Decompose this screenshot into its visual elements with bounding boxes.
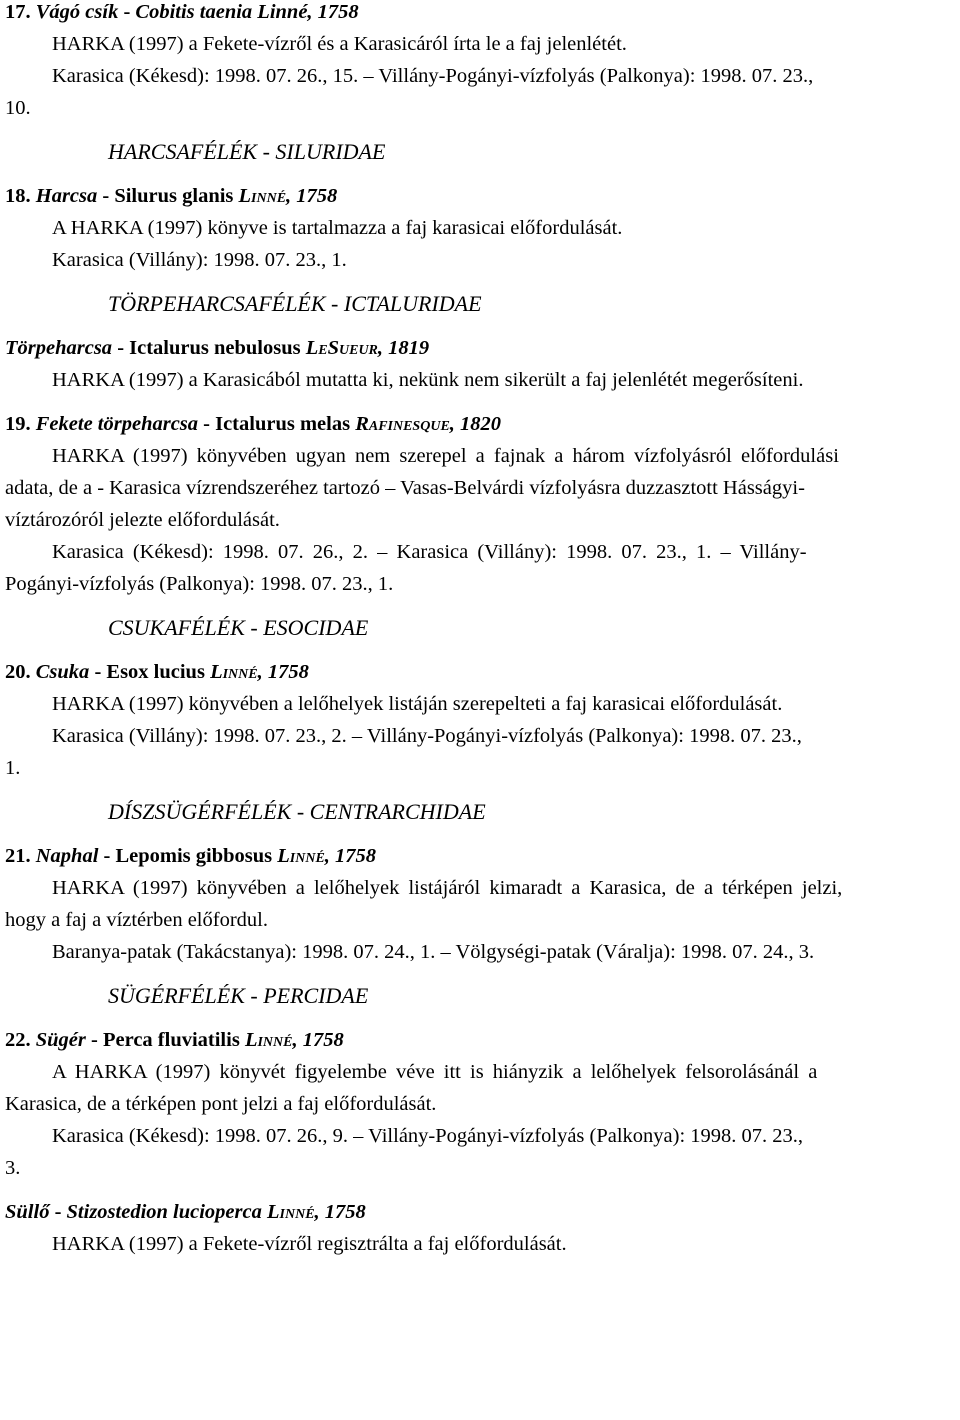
entry-21-text-1: HARKA (1997) könyvében a lelőhelyek listájáról kimaradt a Karasica, de a térképen jelzi, <box>52 877 843 899</box>
entry-22-heading <box>5 1024 957 1056</box>
document-page <box>5 0 957 1260</box>
entry-22-localities: Karasica (Kékesd): 1998. 07. 26., 9. – Villány-Pogányi-vízfolyás (Palkonya): 1998. 07. 23., <box>52 1125 804 1147</box>
author: Rafinesque, 1820 <box>355 413 502 435</box>
entry-17-localities: Karasica (Kékesd): 1998. 07. 26., 15. – Villány-Pogányi-vízfolyás (Palkonya): 1998. 07. 23., <box>52 65 814 87</box>
common-name: Naphal <box>35 845 99 867</box>
common-name: Vágó csík <box>35 1 119 23</box>
entry-18-text: A HARKA (1997) könyve is tartalmazza a faj karasicai előfordulását. <box>52 217 623 239</box>
entry-20-text: HARKA (1997) könyvében a lelőhelyek listáján szerepelteti a faj karasicai előfordulását. <box>52 693 783 715</box>
latin-name: Esox lucius <box>106 661 211 683</box>
entry-22-text-1: A HARKA (1997) könyvét figyelembe véve itt is hiányzik a lelőhelyek felsorolásánál a <box>52 1061 818 1083</box>
author: Linné, 1758 <box>257 1 359 23</box>
common-name: Csuka <box>35 661 90 683</box>
entry-18-heading <box>5 180 957 212</box>
entry-20-localities: Karasica (Villány): 1998. 07. 23., 2. – Villány-Pogányi-vízfolyás (Palkonya): 1998. 07. 23., <box>52 725 802 747</box>
author: LeSueur, 1819 <box>305 337 430 359</box>
family-heading-ictaluridae: TÖRPEHARCSAFÉLÉK - ICTALURIDAE <box>108 291 482 316</box>
entry-torpeharcsa-heading <box>5 332 957 364</box>
latin-name: Ictalurus melas <box>215 413 356 435</box>
author: Linné, 1758 <box>210 661 309 683</box>
separator: - <box>49 1201 67 1223</box>
entry-21-localities: Baranya-patak (Takácstanya): 1998. 07. 24., 1. – Völgységi-patak (Váralja): 1998. 07. 24., 3. <box>52 941 815 963</box>
entry-19-text-2: adata, de a - Karasica vízrendszeréhez tartozó – Vasas-Belvárdi vízfolyásra duzzasztott Hásságyi- <box>5 477 805 499</box>
entry-21-heading <box>5 840 957 872</box>
latin-name: Perca fluviatilis <box>102 1029 245 1051</box>
separator: - <box>85 1029 103 1051</box>
separator: - <box>98 845 116 867</box>
entry-19-heading <box>5 408 957 440</box>
entry-22-text-2: Karasica, de a térképen pont jelzi a faj előfordulását. <box>5 1093 437 1115</box>
latin-name: Silurus glanis <box>114 185 239 207</box>
separator: - <box>97 185 115 207</box>
common-name: Süllő <box>5 1201 50 1223</box>
entry-19-text-3: víztározóról jelezte előfordulását. <box>5 509 280 531</box>
common-name: Sügér <box>35 1029 86 1051</box>
family-heading-percidae: SÜGÉRFÉLÉK - PERCIDAE <box>108 983 369 1008</box>
entry-19-localities-cont: Pogányi-vízfolyás (Palkonya): 1998. 07. 23., 1. <box>5 573 394 595</box>
separator: - <box>198 413 216 435</box>
family-heading-siluridae: HARCSAFÉLÉK - SILURIDAE <box>108 139 386 164</box>
common-name: Harcsa <box>35 185 98 207</box>
entry-19-localities: Karasica (Kékesd): 1998. 07. 26., 2. – Karasica (Villány): 1998. 07. 23., 1. – Villány- <box>52 541 807 563</box>
entry-20-heading <box>5 656 957 688</box>
entry-number: 19. <box>5 413 36 435</box>
author: Linné, 1758 <box>238 185 338 207</box>
entry-22-localities-cont: 3. <box>5 1157 21 1179</box>
entry-number: 21. <box>5 845 36 867</box>
entry-17-heading <box>5 0 957 28</box>
entry-number: 20. <box>5 661 36 683</box>
separator: - <box>112 337 130 359</box>
entry-21-text-2: hogy a faj a víztérben előfordul. <box>5 909 268 931</box>
family-heading-centrarchidae: DÍSZSÜGÉRFÉLÉK - CENTRARCHIDAE <box>108 799 486 824</box>
common-name: Fekete törpeharcsa <box>35 413 199 435</box>
entry-sullo-text: HARKA (1997) a Fekete-vízről regisztrálta a faj előfordulását. <box>52 1233 567 1255</box>
entry-18-localities: Karasica (Villány): 1998. 07. 23., 1. <box>52 249 347 271</box>
entry-number: 18. <box>5 185 36 207</box>
entry-17-localities-cont: 10. <box>5 97 31 119</box>
latin-name: Cobitis taenia <box>135 1 258 23</box>
author: Linné, 1758 <box>267 1201 366 1223</box>
latin-name: Lepomis gibbosus <box>115 845 278 867</box>
entry-sullo-heading <box>5 1196 957 1228</box>
entry-19-text-1: HARKA (1997) könyvében ugyan nem szerepel a fajnak a három vízfolyásról előfordulási <box>52 445 839 467</box>
entry-number: 22. <box>5 1029 36 1051</box>
author: Linné, 1758 <box>244 1029 344 1051</box>
separator: - <box>118 1 136 23</box>
entry-number: 17. <box>5 1 36 23</box>
family-heading-esocidae: CSUKAFÉLÉK - ESOCIDAE <box>108 615 369 640</box>
entry-20-localities-cont: 1. <box>5 757 21 779</box>
entry-17-text: HARKA (1997) a Fekete-vízről és a Karasicáról írta le a faj jelenlétét. <box>52 33 627 55</box>
common-name: Törpeharcsa <box>5 337 113 359</box>
separator: - <box>89 661 107 683</box>
entry-torpeharcsa-text: HARKA (1997) a Karasicából mutatta ki, nekünk nem sikerült a faj jelenlétét megerősíteni. <box>52 369 804 391</box>
latin-name: Ictalurus nebulosus <box>129 337 306 359</box>
latin-name: Stizostedion lucioperca <box>66 1201 267 1223</box>
author: Linné, 1758 <box>277 845 377 867</box>
